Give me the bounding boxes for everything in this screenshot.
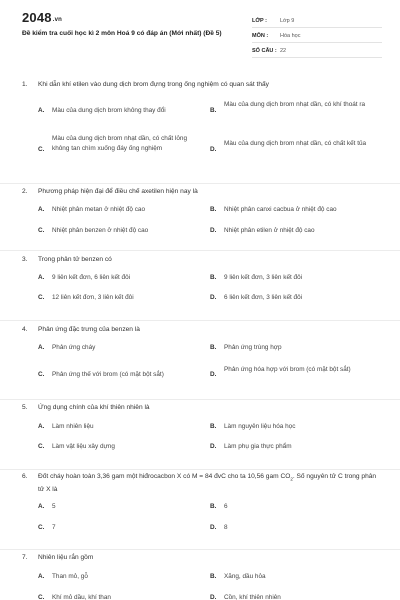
option-letter: C. (38, 524, 45, 531)
question-body: Trong phân tử benzen có (38, 256, 112, 263)
option-letter: B. (210, 206, 217, 213)
meta-row-class (252, 14, 382, 28)
meta-key: LỚP : (252, 17, 267, 24)
option-letter: B. (210, 423, 217, 430)
option-text: 7 (52, 524, 56, 531)
option-text: 9 liên kết đơn, 3 liên kết đôi (224, 274, 303, 281)
option-letter: D. (210, 594, 217, 600)
question-number: 4. (22, 326, 28, 333)
question-body: Ứng dụng chính của khí thiên nhiên là (38, 404, 150, 411)
option-text: Màu của dung dịch brom nhạt dần, có chất kết tủa (224, 140, 367, 147)
document-title: Đề kiểm tra cuối học kì 2 môn Hoá 9 có đáp án (Mới nhất) (Đề 5) (22, 30, 222, 37)
option-text: Làm nguyên liệu hóa học (224, 423, 296, 430)
question-item (0, 470, 400, 550)
meta-value: Hóa học (280, 32, 301, 39)
option-letter: B. (210, 503, 217, 510)
question-item (0, 400, 400, 470)
option-letter: D. (210, 146, 217, 153)
option-text: Làm vật liệu xây dựng (52, 443, 115, 450)
meta-row-subject (252, 29, 382, 43)
option-letter: A. (38, 274, 45, 281)
option-text: 5 (52, 503, 56, 510)
option-letter: D. (210, 227, 217, 234)
document-header (0, 0, 400, 66)
question-body: Phương pháp hiện đại để điều chế axetilen hiện nay là (38, 188, 198, 195)
option-text: Phản ứng trùng hợp (224, 344, 282, 351)
option-text: Nhiệt phân benzen ở nhiệt độ cao (52, 227, 149, 234)
meta-key: MÔN : (252, 32, 269, 39)
option-letter: C. (38, 594, 45, 600)
site-logo[interactable] (22, 10, 62, 25)
question-item (0, 184, 400, 251)
option-text: Phản ứng thế với brom (có mặt bột sắt) (52, 371, 164, 378)
document-meta (252, 14, 382, 59)
question-item (0, 66, 400, 184)
option-letter: A. (38, 423, 45, 430)
question-number: 1. (22, 81, 28, 88)
question-body: Phản ứng đặc trưng của benzen là (38, 326, 140, 333)
question-item (0, 550, 400, 600)
question-body-part: Đốt cháy hoàn toàn 3,36 gam một hiđrocacbon X có M = 84 đvC cho ta 10,56 gam CO (38, 473, 291, 480)
question-item (0, 251, 400, 321)
question-number: 3. (22, 256, 28, 263)
question-body: Nhiên liệu rắn gồm (38, 554, 94, 561)
option-letter: B. (210, 274, 217, 281)
option-text: 8 (224, 524, 228, 531)
option-letter: B. (210, 107, 217, 114)
option-letter: D. (210, 443, 217, 450)
question-item (0, 321, 400, 400)
option-text: Nhiệt phân metan ở nhiệt độ cao (52, 206, 146, 213)
meta-key: SỐ CÂU : (252, 47, 277, 54)
option-letter: C. (38, 294, 45, 301)
option-text: Nhiệt phân etilen ở nhiệt độ cao (224, 227, 315, 234)
option-letter: A. (38, 206, 45, 213)
option-text: Làm nhiên liệu (52, 423, 94, 430)
option-letter: C. (38, 443, 45, 450)
option-letter: A. (38, 344, 45, 351)
option-letter: A. (38, 573, 45, 580)
option-text: Khí mỏ dầu, khí than (52, 594, 111, 600)
logo-main: 2048 (22, 10, 52, 25)
option-letter: C. (38, 146, 45, 153)
question-number: 2. (22, 188, 28, 195)
option-letter: D. (210, 371, 217, 378)
option-letter: A. (38, 503, 45, 510)
option-text: Phản ứng cháy (52, 344, 96, 351)
question-number: 5. (22, 404, 28, 411)
option-text: Màu của dung dịch brom nhạt dần, có chất lỏng không tan chìm xuống đáy ống nghiệm (52, 135, 188, 152)
option-text: Xăng, dầu hỏa (224, 573, 266, 580)
meta-value: Lớp 9 (280, 17, 295, 24)
option-text: Màu của dung dịch brom nhạt dần, có khí thoát ra (224, 101, 366, 108)
option-text: Làm phụ gia thực phẩm (224, 443, 292, 450)
question-number: 7. (22, 554, 28, 561)
option-letter: C. (38, 371, 45, 378)
meta-row-count (252, 44, 382, 58)
subscript: 2 (290, 476, 293, 482)
question-body-part: . Số nguyên tử C trong phân tử X là (38, 473, 377, 493)
option-letter: B. (210, 344, 217, 351)
option-letter: D. (210, 524, 217, 531)
option-text: 9 liên kết đơn, 6 liên kết đôi (52, 274, 131, 281)
meta-value: 22 (280, 47, 287, 54)
option-text: Cồn, khí thiên nhiên (224, 594, 281, 600)
option-letter: A. (38, 107, 45, 114)
option-text: Phản ứng hóa hợp với brom (có mặt bột sắt) (224, 366, 351, 373)
option-text: Than mỏ, gỗ (52, 573, 88, 580)
option-text: 12 liên kết đơn, 3 liên kết đôi (52, 294, 134, 301)
question-number: 6. (22, 473, 28, 480)
option-text: 6 liên kết đơn, 3 liên kết đôi (224, 294, 303, 301)
option-letter: B. (210, 573, 217, 580)
option-text: Nhiệt phân canxi cacbua ở nhiệt độ cao (224, 206, 337, 213)
option-text: Màu của dung dịch brom không thay đổi (52, 107, 166, 114)
option-letter: D. (210, 294, 217, 301)
option-text: 6 (224, 503, 228, 510)
question-body: Khi dẫn khí etilen vào dung dịch brom đựng trong ống nghiệm có quan sát thấy (38, 81, 269, 88)
option-letter: C. (38, 227, 45, 234)
question-body (38, 472, 383, 495)
logo-tld: .vn (52, 17, 63, 23)
